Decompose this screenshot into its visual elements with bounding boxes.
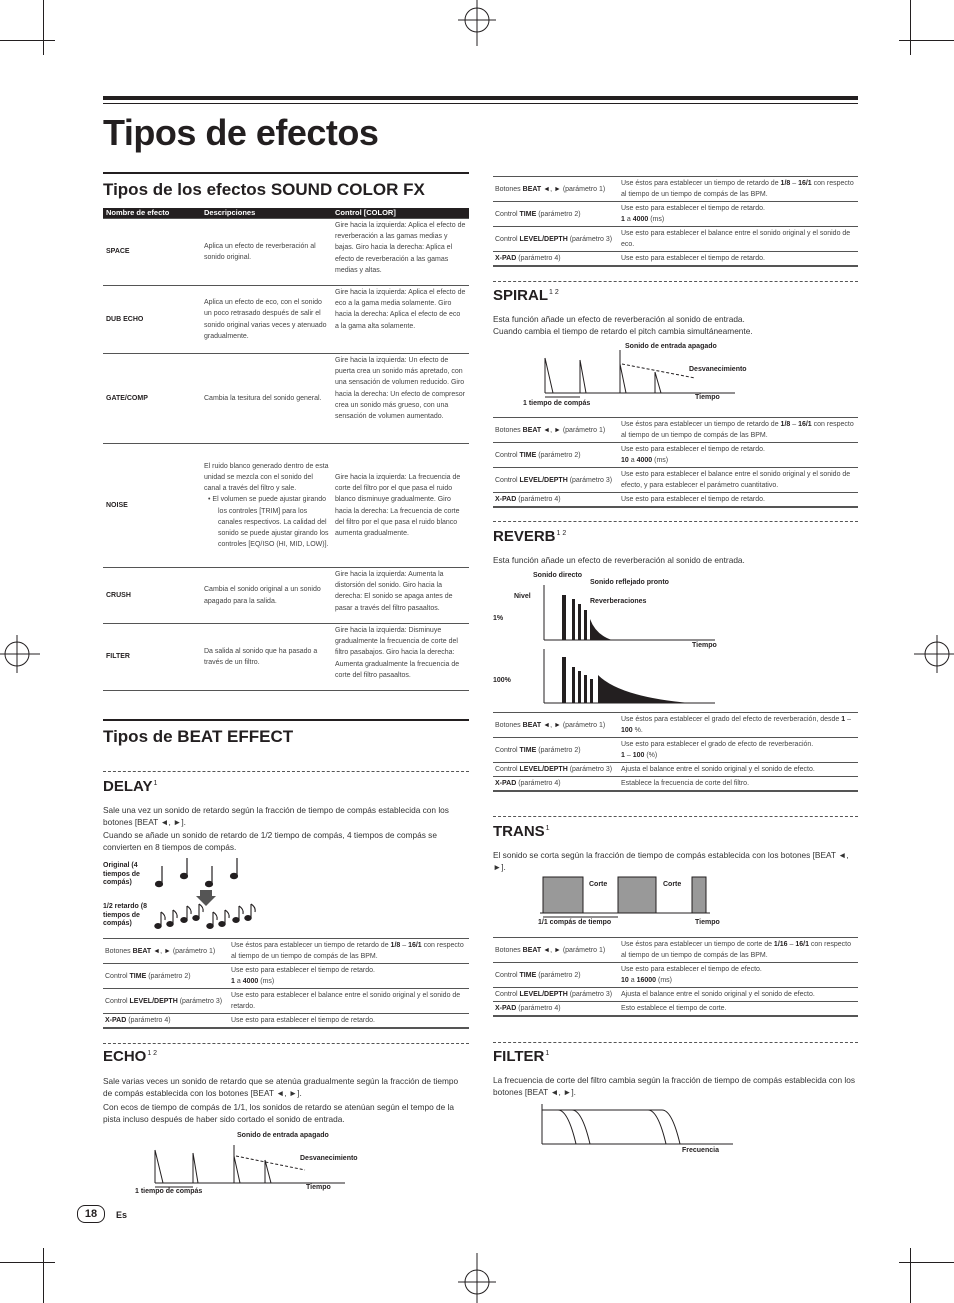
table-row <box>493 777 858 792</box>
delay-notes-diagram <box>150 854 270 934</box>
param-name: Control TIME (parámetro 2) <box>493 443 619 468</box>
param-name: Control LEVEL/DEPTH (parámetro 3) <box>103 989 229 1014</box>
spiral-params-table <box>493 417 858 508</box>
param-name: X-PAD (parámetro 4) <box>103 1014 229 1029</box>
registration-mark-right <box>912 627 954 681</box>
echo-heading <box>103 1048 157 1065</box>
spiral-label-beat: 1 tiempo de compás <box>523 400 591 407</box>
table-row <box>493 1002 858 1017</box>
dashed-divider <box>493 816 858 817</box>
dashed-divider <box>493 1042 858 1043</box>
reverb-label-early: Sonido reflejado pronto <box>590 579 669 586</box>
col-header-name: Nombre de efecto <box>103 208 201 219</box>
delay-title: DELAY <box>103 778 153 795</box>
reverb-params-table <box>493 712 858 792</box>
param-name: X-PAD (parámetro 4) <box>493 777 619 792</box>
effect-desc: Aplica un efecto de reverberación al sonido original. <box>201 219 332 286</box>
section-heading-sound-color: Tipos de los efectos SOUND COLOR FX <box>103 180 425 199</box>
crop-mark <box>0 1262 55 1263</box>
page-title: Tipos de efectos <box>103 112 379 153</box>
registration-mark-bottom <box>450 1245 504 1303</box>
trans-title: TRANS <box>493 823 545 840</box>
effect-control: Gire hacia la izquierda: Aplica el efecto de reverberación a las gamas medias y bajas. Giro hacia la derecha: Aplica el efecto de reverberación a las gamas medias y altas. <box>332 219 469 286</box>
footnote-marks: 1 2 <box>549 289 559 296</box>
trans-label-cut-2: Corte <box>663 881 682 888</box>
echo-params-table <box>493 176 858 267</box>
section-heading-beat-effect: Tipos de BEAT EFFECT <box>103 727 294 746</box>
table-row <box>493 177 858 202</box>
filter-heading <box>493 1048 549 1065</box>
footnote-marks: 1 <box>545 1050 550 1057</box>
col-header-desc: Descripciones <box>201 208 332 219</box>
table-row <box>493 738 858 763</box>
echo-diagram <box>150 1140 350 1190</box>
reverb-label-reverberations: Reverberaciones <box>590 598 647 605</box>
table-row <box>493 202 858 227</box>
effect-name: FILTER <box>103 624 201 691</box>
reverb-title: REVERB <box>493 528 556 545</box>
footnote-marks: 1 <box>153 780 158 787</box>
param-name: Control TIME (parámetro 2) <box>493 963 619 988</box>
param-desc: Use esto para establecer el grado de efecto de reverberación. 1 – 100 (%) <box>619 738 858 763</box>
echo-label-fade: Desvanecimiento <box>300 1155 358 1162</box>
footnote-marks: 1 2 <box>556 530 567 537</box>
table-row <box>103 964 469 989</box>
param-desc: Use éstos para establecer el grado del efecto de reverberación, desde 1 – 100 %. <box>619 713 858 738</box>
param-name: Botones BEAT ◄, ► (parámetro 1) <box>493 418 619 443</box>
crop-mark <box>899 1262 954 1263</box>
effect-name: DUB ECHO <box>103 286 201 354</box>
trans-label-cut-1: Corte <box>589 881 608 888</box>
table-row <box>103 1014 469 1029</box>
param-name: Control LEVEL/DEPTH (parámetro 3) <box>493 468 619 493</box>
effect-desc: El ruido blanco generado dentro de esta unidad se mezcla con el sonido del canal a través del filtro y sale. <box>204 462 329 493</box>
spiral-heading <box>493 287 559 304</box>
registration-mark-left <box>0 627 42 681</box>
table-row <box>493 988 858 1002</box>
dashed-divider <box>493 281 858 282</box>
page-number: 18 <box>77 1205 105 1223</box>
down-arrow-icon <box>196 890 216 906</box>
echo-label-beat: 1 tiempo de compás <box>135 1188 203 1195</box>
param-desc: Ajusta el balance entre el sonido original y el sonido de efecto. <box>619 763 858 777</box>
param-desc: Use esto para establecer el tiempo de retardo. 1 a 4000 (ms) <box>229 964 469 989</box>
reverb-label-1pct: 1% <box>493 615 504 622</box>
trans-heading <box>493 823 550 840</box>
param-desc: Use éstos para establecer un tiempo de retardo de 1/8 – 16/1 con respecto al tiempo de un tiempo de compás de las BPM. <box>619 418 858 443</box>
filter-diagram <box>538 1104 738 1146</box>
reverb-label-100pct: 100% <box>493 677 511 684</box>
param-desc: Use esto para establecer el tiempo de retardo. <box>619 252 858 267</box>
echo-label-input-off: Sonido de entrada apagado <box>237 1132 329 1139</box>
crop-mark <box>43 0 44 55</box>
echo-text-2: Con ecos de tiempo de compás de 1/1, los sonidos de retardo se atenúan según el tempo de la pista incluso después de haber sido cortado el sonido de entrada. <box>103 1102 455 1125</box>
table-row <box>493 763 858 777</box>
spiral-label-time: Tiempo <box>695 394 720 401</box>
delay-label-original: Original (4 tiempos de compás) <box>103 862 140 886</box>
effect-desc: Da salida al sonido que ha pasado a través de un filtro. <box>201 624 332 691</box>
param-name: Botones BEAT ◄, ► (parámetro 1) <box>493 713 619 738</box>
crop-mark <box>43 1248 44 1303</box>
dashed-divider <box>493 521 858 522</box>
param-name: X-PAD (parámetro 4) <box>493 1002 619 1017</box>
title-rule <box>103 96 858 100</box>
param-name: Control TIME (parámetro 2) <box>493 738 619 763</box>
reverb-heading <box>493 528 566 545</box>
effect-name: SPACE <box>103 219 201 286</box>
table-row <box>493 713 858 738</box>
spiral-text-1: Esta función añade un efecto de reverberación al sonido de entrada. <box>493 314 745 324</box>
filter-title: FILTER <box>493 1048 545 1065</box>
param-desc: Use esto para establecer el tiempo de retardo. 1 a 4000 (ms) <box>619 202 858 227</box>
crop-mark <box>910 0 911 55</box>
echo-title: ECHO <box>103 1048 147 1065</box>
param-name: Botones BEAT ◄, ► (parámetro 1) <box>493 938 619 963</box>
param-desc: Use esto para establecer el tiempo de retardo. <box>619 493 858 508</box>
effect-control: Gire hacia la izquierda: Aplica el efecto de eco a la gama media solamente. Giro hacia la derecha: Aplica el efecto de eco a la gama alta solamente. <box>332 286 469 354</box>
effect-desc: Cambia el sonido original a un sonido apagado para la salida. <box>201 568 332 624</box>
crop-mark <box>910 1248 911 1303</box>
param-desc: Use esto para establecer el tiempo de retardo. <box>229 1014 469 1029</box>
bullet-text: El volumen se puede ajustar girando los controles [TRIM] para los canales respectivos. La calidad del sonido se puede ajustar girando los controles [EQ/ISO (HI, MID, LOW)]. <box>212 496 329 549</box>
crop-mark <box>899 40 954 41</box>
footnote-marks: 1 2 <box>147 1050 158 1057</box>
trans-label-beat: 1/1 compás de tiempo <box>538 919 612 926</box>
effect-control: Gire hacia la izquierda: La frecuencia de corte del filtro por el que pasa el ruido blanco disminuye gradualmente. Giro hacia la derecha: La frecuencia de corte del filtro por el que pasa el ruido blanco aumenta gradualmente. <box>332 444 469 568</box>
table-row <box>493 252 858 267</box>
dashed-divider <box>103 771 469 772</box>
reverb-label-direct: Sonido directo <box>533 572 582 579</box>
param-desc: Esto establece el tiempo de corte. <box>619 1002 858 1017</box>
param-name: Control LEVEL/DEPTH (parámetro 3) <box>493 227 619 252</box>
effect-desc: Aplica un efecto de eco, con el sonido un poco retrasado después de salir el sonido original varias veces y atenuado gradualmente. <box>201 286 332 354</box>
param-desc: Use éstos para establecer un tiempo de retardo de 1/8 – 16/1 con respecto al tiempo de un tiempo de compás de las BPM. <box>229 939 469 964</box>
echo-label-time: Tiempo <box>306 1184 331 1191</box>
spiral-label-fade: Desvanecimiento <box>689 366 747 373</box>
col-header-control: Control [COLOR] <box>332 208 469 219</box>
section-rule <box>103 719 469 721</box>
param-desc: Ajusta el balance entre el sonido original y el sonido de efecto. <box>619 988 858 1002</box>
table-row <box>103 286 469 354</box>
table-row <box>493 227 858 252</box>
table-row <box>493 963 858 988</box>
effect-desc-bullet: • El volumen se puede ajustar girando los controles [TRIM] para los canales respectivos. La calidad del sonido se puede ajustar girando los controles [EQ/ISO (HI, MID, LOW)]. <box>208 496 329 549</box>
table-row <box>493 493 858 508</box>
param-desc: Use esto para establecer el balance entre el sonido original y el sonido de retardo. <box>229 989 469 1014</box>
param-desc: Use éstos para establecer un tiempo de retardo de 1/8 – 16/1 con respecto al tiempo de un tiempo de compás de las BPM. <box>619 177 858 202</box>
filter-text-1: La frecuencia de corte del filtro cambia según la fracción de tiempo de compás establecida con los botones [BEAT ◄, ►]. <box>493 1075 856 1098</box>
effect-desc-cell <box>201 444 332 568</box>
trans-label-time: Tiempo <box>695 919 720 926</box>
crop-mark <box>0 40 55 41</box>
table-row <box>493 443 858 468</box>
section-rule <box>103 172 469 174</box>
param-name: Control TIME (parámetro 2) <box>493 202 619 227</box>
param-name: Botones BEAT ◄, ► (parámetro 1) <box>493 177 619 202</box>
trans-text-1: El sonido se corta según la fracción de tiempo de compás establecida con los botones [BEAT ◄, ►]. <box>493 850 849 873</box>
effect-name: GATE/COMP <box>103 354 201 444</box>
spiral-text-2: Cuando cambia el tiempo de retardo el pitch cambia simultáneamente. <box>493 326 753 336</box>
trans-params-table <box>493 937 858 1017</box>
effect-control: Gire hacia la izquierda: Aumenta la distorsión del sonido. Giro hacia la derecha: El sonido se apaga antes de pasar a través del filtro pasaaltos. <box>332 568 469 624</box>
effect-desc: Cambia la tesitura del sonido general. <box>201 354 332 444</box>
delay-text-2: Cuando se añade un sonido de retardo de 1/2 tiempo de compás, 4 tiempos de compás se convierten en 8 tiempos de compás. <box>103 830 437 853</box>
delay-heading <box>103 778 157 795</box>
effect-control: Gire hacia la izquierda: Disminuye gradualmente la frecuencia de corte del filtro pasabajos. Giro hacia la derecha: Aumenta gradualmente la frecuencia de corte del filtro pasaaltos. <box>332 624 469 691</box>
param-desc: Use esto para establecer el balance entre el sonido original y el sonido de eco. <box>619 227 858 252</box>
table-row <box>493 938 858 963</box>
spiral-title: SPIRAL <box>493 287 549 304</box>
param-name: Control LEVEL/DEPTH (parámetro 3) <box>493 988 619 1002</box>
reverb-label-time: Tiempo <box>692 642 717 649</box>
spiral-label-input-off: Sonido de entrada apagado <box>625 343 717 350</box>
spiral-diagram <box>540 350 740 400</box>
delay-text-1: Sale una vez un sonido de retardo según la fracción de tiempo de compás establecida con los botones [BEAT ◄, ►]. <box>103 805 449 828</box>
param-desc: Use esto para establecer el tiempo de efecto. 10 a 16000 (ms) <box>619 963 858 988</box>
param-name: X-PAD (parámetro 4) <box>493 493 619 508</box>
reverb-label-level: Nivel <box>514 593 531 600</box>
table-header-row <box>103 208 469 219</box>
delay-params-table <box>103 938 469 1029</box>
table-row <box>493 468 858 493</box>
registration-mark-top <box>450 0 504 56</box>
param-name: Botones BEAT ◄, ► (parámetro 1) <box>103 939 229 964</box>
table-row <box>103 219 469 286</box>
dashed-divider <box>103 1043 469 1044</box>
page-language: Es <box>116 1210 128 1220</box>
title-rule-thin <box>103 103 858 104</box>
table-row <box>103 354 469 444</box>
effect-name: NOISE <box>103 444 201 568</box>
param-desc: Establece la frecuencia de corte del filtro. <box>619 777 858 792</box>
effect-control: Gire hacia la izquierda: Un efecto de puerta crea un sonido más apretado, con una sensación de volumen reducido. Giro hacia la derecha: Un efecto de compresor crea un sonido más grueso, con una sensación de volumen aumentado. <box>332 354 469 444</box>
table-row <box>103 444 469 568</box>
reverb-text-1: Esta función añade un efecto de reverberación al sonido de entrada. <box>493 555 745 565</box>
table-row <box>103 568 469 624</box>
param-desc: Use esto para establecer el balance entre el sonido original y el sonido de efecto, y para establecer el parámetro cuantitativo. <box>619 468 858 493</box>
footnote-marks: 1 <box>545 825 550 832</box>
table-row <box>103 939 469 964</box>
table-row <box>103 624 469 691</box>
trans-diagram <box>540 875 710 920</box>
param-name: Control LEVEL/DEPTH (parámetro 3) <box>493 763 619 777</box>
filter-label-frequency: Frecuencia <box>682 1147 719 1154</box>
echo-text-1: Sale varias veces un sonido de retardo que se atenúa gradualmente según la fracción de tiempo de compás establecida con los botones [BEAT ◄, ►]. <box>103 1076 459 1099</box>
delay-label-half: 1/2 retardo (8 tiempos de compás) <box>103 903 147 927</box>
param-desc: Use esto para establecer el tiempo de retardo. 10 a 4000 (ms) <box>619 443 858 468</box>
effect-name: CRUSH <box>103 568 201 624</box>
param-name: Control TIME (parámetro 2) <box>103 964 229 989</box>
param-desc: Use éstos para establecer un tiempo de corte de 1/16 – 16/1 con respecto al tiempo de un tiempo de compás de las BPM. <box>619 938 858 963</box>
table-row <box>493 418 858 443</box>
table-row <box>103 989 469 1014</box>
param-name: X-PAD (parámetro 4) <box>493 252 619 267</box>
sound-color-table <box>103 208 469 691</box>
